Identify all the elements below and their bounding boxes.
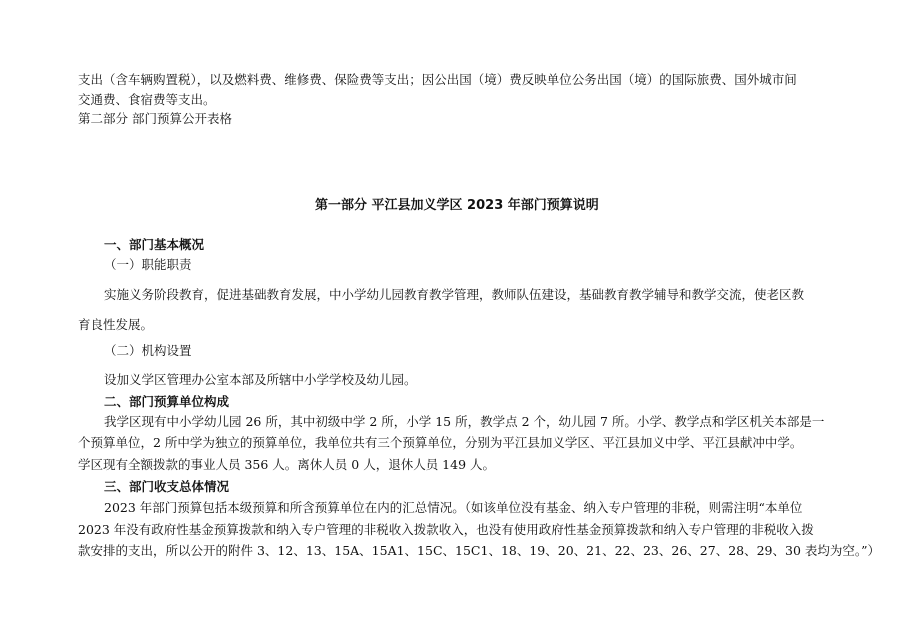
document-title: 第一部分 平江县加义学区 2023 年部门预算说明 bbox=[315, 198, 599, 213]
section-heading-basic-overview: 一、部门基本概况 bbox=[104, 237, 205, 252]
body-text-line: 2023 年没有政府性基金预算拨款和纳入专户管理的非税收入拨款收入，也没有使用政府性基金预算拨款和纳入专户管理的非税收入拨 bbox=[78, 522, 814, 537]
body-text-line: 学区现有全额拨款的事业人员 356 人。离休人员 0 人，退休人员 149 人。 bbox=[78, 457, 496, 472]
body-text-line: 交通费、食宿费等支出。 bbox=[78, 92, 216, 107]
subsection-heading-functions: （一）职能职责 bbox=[104, 257, 192, 272]
part-two-heading: 第二部分 部门预算公开表格 bbox=[78, 111, 232, 126]
body-text-line: 支出（含车辆购置税），以及燃料费、维修费、保险费等支出；因公出国（境）费反映单位公务出国（境）的国际旅费、国外城市间 bbox=[78, 72, 797, 87]
body-text-line: 个预算单位，2 所中学为独立的预算单位，我单位共有三个预算单位，分别为平江县加义学区、平江县加义中学、平江县献冲中学。 bbox=[78, 435, 803, 450]
subsection-heading-organization: （二）机构设置 bbox=[104, 343, 192, 358]
body-text-line: 实施义务阶段教育，促进基础教育发展，中小学幼儿园教育教学管理，教师队伍建设，基础教育教学辅导和教学交流，使老区教 bbox=[104, 287, 805, 302]
body-text-line: 2023 年部门预算包括本级预算和所含预算单位在内的汇总情况。（如该单位没有基金、纳入专户管理的非税，则需注明“本单位 bbox=[104, 500, 803, 515]
section-heading-budget-units: 二、部门预算单位构成 bbox=[104, 394, 230, 409]
body-text-line: 设加义学区管理办公室本部及所辖中小学学校及幼儿园。 bbox=[104, 372, 417, 387]
section-heading-revenue-expenditure: 三、部门收支总体情况 bbox=[104, 479, 230, 494]
body-text-line: 款安排的支出，所以公开的附件 3、12、13、15A、15A1、15C、15C1、18、19、20、21、22、23、26、27、28、29、30 表均为空。”） bbox=[78, 543, 881, 558]
body-text-line: 育良性发展。 bbox=[78, 317, 154, 332]
body-text-line: 我学区现有中小学幼儿园 26 所，其中初级中学 2 所，小学 15 所，教学点 2 个，幼儿园 7 所。小学、教学点和学区机关本部是一 bbox=[104, 414, 825, 429]
